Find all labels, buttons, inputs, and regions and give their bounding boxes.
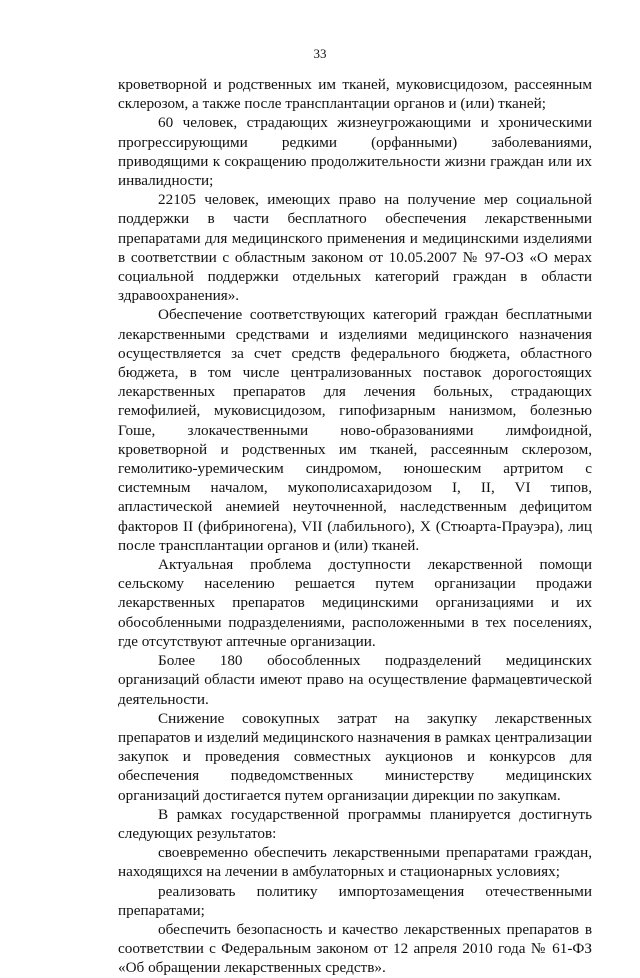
paragraph: Снижение совокупных затрат на закупку лекарственных препаратов и изделий медицинского назначения в рамках централизации закупок и проведения совместных аукционов и конкурсов для обеспечения подведомственных министерству медицинских организаций достигается путем организации дирекции по закупкам.	[118, 709, 592, 804]
paragraph: В рамках государственной программы планируется достигнуть следующих результатов:	[118, 805, 592, 842]
paragraph: Более 180 обособленных подразделений медицинских организаций области имеют право на осуществление фармацевтической деятельности.	[118, 652, 592, 708]
page-number: 33	[313, 46, 327, 61]
paragraph: Актуальная проблема доступности лекарственной помощи сельскому населению решается путем организации продажи лекарственных препаратов медицинскими организациями и их обособленными подразделениями, расположенными в тех поселениях, где отсутствуют аптечные организации.	[118, 556, 592, 650]
paragraph: своевременно обеспечить лекарственными препаратами граждан, находящихся на лечении в амбулаторных и стационарных условиях;	[118, 844, 592, 881]
paragraph: 22105 человек, имеющих право на получение мер социальной поддержки в части бесплатного обеспечения лекарственными препаратами для медицинского применения и медицинскими изделиями в соответствии с областным законом от 10.05.2007 № 97-ОЗ «О мерах социальной поддержки отдельных категорий граждан в области здравоохранения».	[118, 191, 592, 305]
paragraph-continued: кроветворной и родственных им тканей, муковисцидозом, рассеянным склерозом, а также после трансплантации органов и (или) тканей;	[118, 76, 592, 113]
paragraph: Обеспечение соответствующих категорий граждан бесплатными лекарственными средствами и изделиями медицинского назначения осуществляется за счет средств федерального бюджета, областного бюджета, в том числе централизованных поставок дорогостоящих лекарственных препаратов для лечения больных, страдающих гемофилией, муковисцидозом, гипофизарным нанизмом, болезнью Гоше, злокачественными ново-образованиями лимфоидной, кроветворной и родственных им тканей, рассеянным склерозом, гемолитико-уремическим синдромом, юношеским артритом с системным началом, мукополисахаридозом I, II, VI типов, апластической анемией неуточненной, наследственным дефицитом факторов II (фибриногена), VII (лабильного), X (Стюарта-Прауэра), лиц после трансплантации органов и (или) тканей.	[118, 306, 592, 554]
document-body	[118, 75, 592, 978]
paragraph: 60 человек, страдающих жизнеугрожающими и хроническими прогрессирующими редкими (орфанными) заболеваниями, приводящими к сокращению продолжительности жизни граждан или их инвалидности;	[118, 114, 592, 190]
paragraph: обеспечить безопасность и качество лекарственных препаратов в соответствии с Федеральным законом от 12 апреля 2010 года № 61-ФЗ «Об обращении лекарственных средств».	[118, 920, 592, 977]
paragraph: реализовать политику импортозамещения отечественными препаратами;	[118, 882, 592, 919]
